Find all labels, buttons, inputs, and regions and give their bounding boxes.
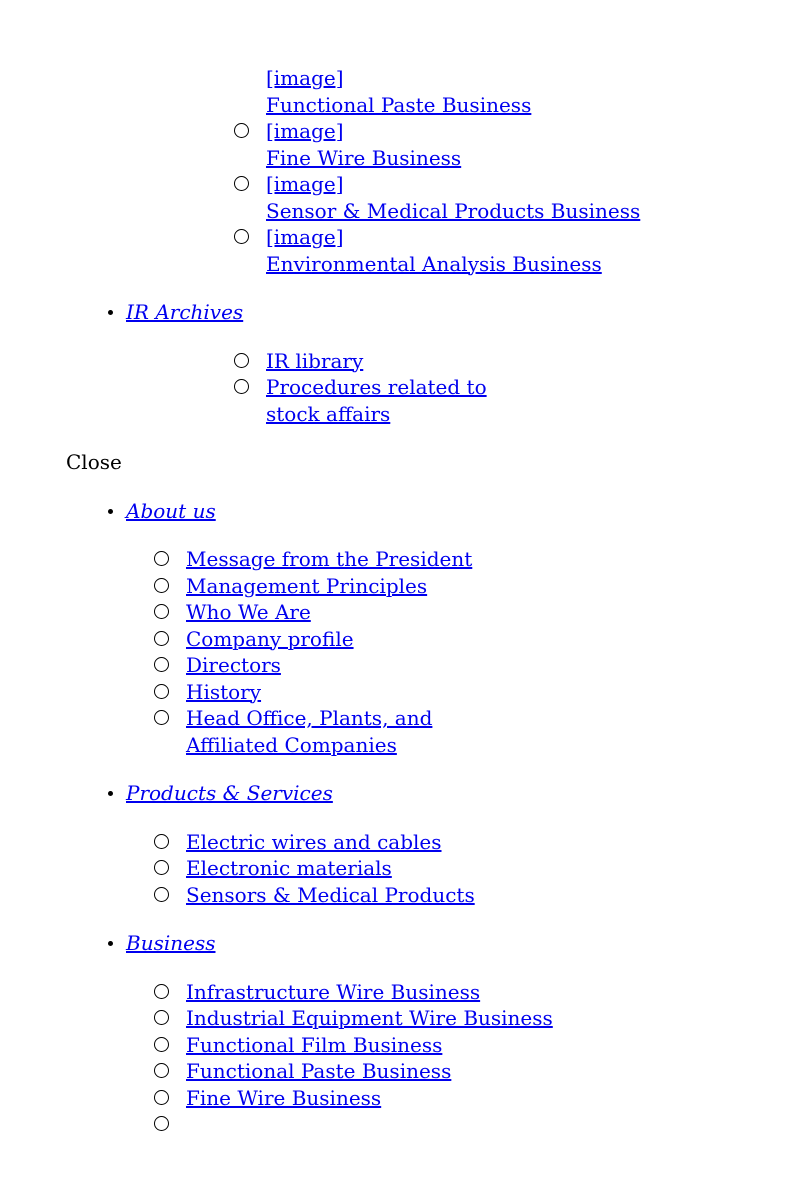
electronic-materials-link[interactable]: Electronic materials — [186, 856, 392, 880]
menu-item-products[interactable] — [66, 780, 786, 807]
about-submenu — [66, 546, 786, 758]
menu-item-business[interactable] — [66, 930, 786, 957]
list-item[interactable] — [186, 679, 786, 706]
list-item[interactable] — [186, 573, 786, 600]
about-us-link[interactable]: About us — [126, 498, 216, 523]
menu-item-about[interactable] — [66, 498, 786, 525]
business-submenu-continued — [66, 65, 786, 277]
link-label: Fine Wire Business — [266, 145, 462, 170]
products-services-link[interactable]: Products & Services — [126, 781, 333, 805]
list-item[interactable] — [266, 171, 786, 224]
products-menu — [66, 780, 786, 807]
management-principles-link[interactable]: Management Principles — [186, 573, 428, 598]
image-placeholder: [image] — [266, 66, 344, 90]
menu-item-ir-archives[interactable] — [66, 299, 786, 326]
list-item[interactable] — [186, 1085, 786, 1112]
products-submenu — [66, 829, 786, 909]
list-item[interactable] — [266, 348, 786, 375]
list-item[interactable] — [186, 1005, 786, 1032]
list-item[interactable] — [186, 882, 786, 909]
ir-library-link[interactable]: IR library — [266, 348, 364, 373]
fine-wire-link[interactable]: Fine Wire Business — [186, 1085, 382, 1110]
industrial-equipment-link[interactable]: Industrial Equipment Wire Business — [186, 1006, 553, 1030]
list-item[interactable] — [186, 546, 786, 573]
company-profile-link[interactable]: Company profile — [186, 626, 354, 651]
list-item[interactable] — [186, 1058, 786, 1085]
link-label: Environmental Analysis Business — [266, 251, 602, 276]
list-item[interactable] — [186, 829, 786, 856]
image-placeholder: [image] — [266, 119, 344, 143]
stock-affairs-link[interactable]: Procedures related to stock affairs — [266, 375, 487, 426]
infrastructure-wire-link[interactable]: Infrastructure Wire Business — [186, 979, 481, 1004]
business-link-environmental[interactable] — [266, 224, 786, 276]
page-content — [66, 65, 786, 1138]
list-item[interactable] — [186, 979, 786, 1006]
image-placeholder: [image] — [266, 225, 344, 249]
list-item[interactable] — [186, 599, 786, 626]
business-submenu — [66, 979, 786, 1138]
business-link-fine-wire[interactable] — [266, 118, 786, 170]
business-link[interactable]: Business — [126, 931, 216, 955]
list-item[interactable] — [186, 1032, 786, 1059]
who-we-are-link[interactable]: Who We Are — [186, 600, 311, 624]
list-item[interactable] — [266, 224, 786, 277]
list-item[interactable] — [186, 1111, 786, 1138]
history-link[interactable]: History — [186, 679, 262, 704]
functional-film-link[interactable]: Functional Film Business — [186, 1032, 443, 1057]
list-item[interactable] — [186, 855, 786, 882]
functional-paste-link[interactable]: Functional Paste Business — [186, 1059, 452, 1083]
list-item[interactable] — [266, 118, 786, 171]
list-item[interactable] — [266, 65, 786, 118]
offices-link[interactable]: Head Office, Plants, and Affiliated Companies — [186, 706, 433, 757]
link-label: Functional Paste Business — [266, 92, 532, 117]
list-item[interactable] — [266, 374, 496, 427]
about-menu — [66, 498, 786, 525]
ir-menu — [66, 299, 786, 326]
ir-archives-link[interactable]: IR Archives — [126, 300, 244, 324]
president-message-link[interactable]: Message from the President — [186, 547, 473, 571]
electric-wires-link[interactable]: Electric wires and cables — [186, 829, 442, 854]
business-menu — [66, 930, 786, 957]
ir-submenu — [66, 348, 786, 428]
list-item[interactable] — [186, 705, 446, 758]
business-link-sensor-medical[interactable] — [266, 171, 786, 223]
close-button[interactable]: Close — [66, 450, 122, 474]
business-link-functional-paste[interactable] — [266, 65, 786, 117]
sensors-medical-link[interactable]: Sensors & Medical Products — [186, 882, 475, 907]
list-item[interactable] — [186, 626, 786, 653]
image-placeholder: [image] — [266, 172, 344, 196]
link-label: Sensor & Medical Products Business — [266, 198, 641, 223]
directors-link[interactable]: Directors — [186, 653, 281, 677]
list-item[interactable] — [186, 652, 786, 679]
